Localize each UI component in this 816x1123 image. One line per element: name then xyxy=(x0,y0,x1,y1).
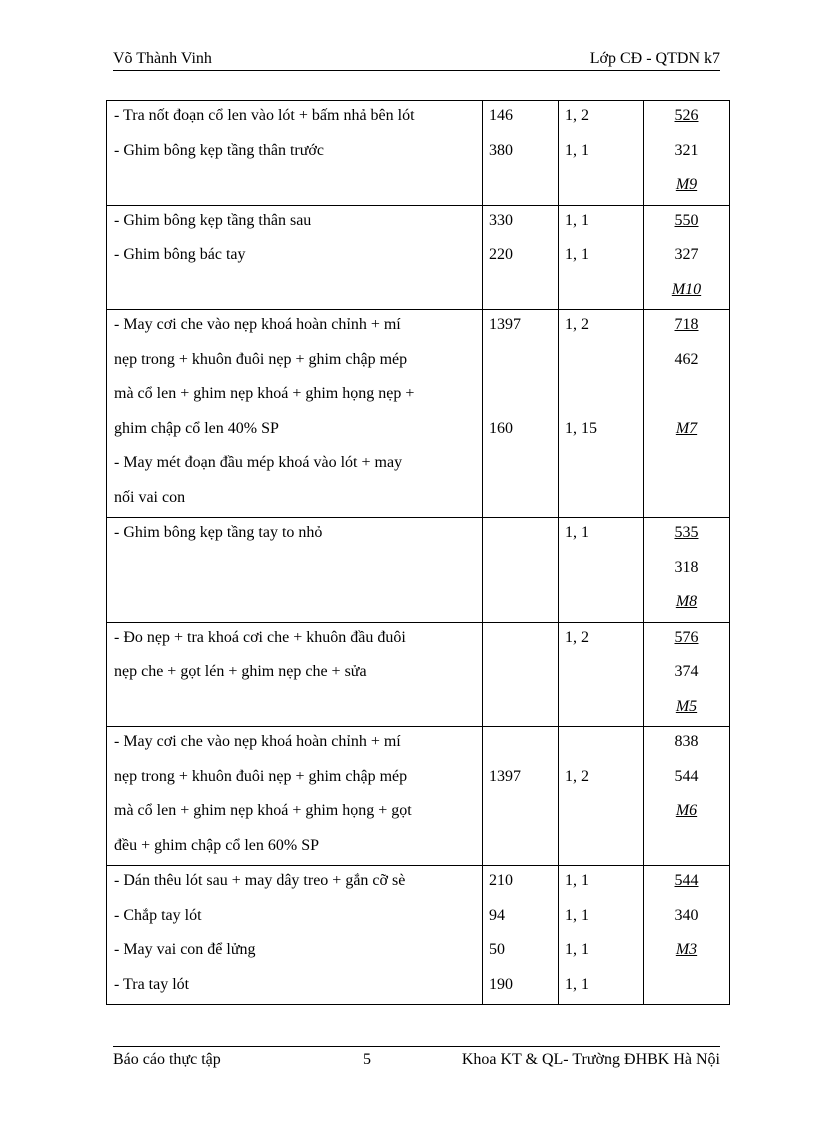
cell-text: 321 xyxy=(674,141,699,159)
cell-text: 1, 1 xyxy=(565,872,589,889)
cell-text: 1, 1 xyxy=(565,941,589,958)
cell-text: - Ghim bông kẹp tầng thân trước xyxy=(114,141,324,159)
cell-text: - Dán thêu lót sau + may dây treo + gắn cỡ sè xyxy=(114,872,406,889)
table-row xyxy=(107,622,730,727)
cell-text: 340 xyxy=(674,906,699,924)
cell-text: đều + ghim chập cổ len 60% SP xyxy=(114,836,319,854)
cell-text: 94 xyxy=(489,906,505,924)
operation-cell xyxy=(107,727,483,866)
cell-text: M8 xyxy=(675,593,698,610)
coefficient-cell xyxy=(559,310,644,518)
cell-text: 1, 1 xyxy=(565,141,589,159)
cell-text: - Tra nốt đoạn cổ len vào lót + bấm nhả bên lót xyxy=(114,107,415,124)
machine-cell xyxy=(644,727,730,866)
cell-text: M6 xyxy=(675,802,698,819)
cell-text: 318 xyxy=(674,558,699,576)
cell-text: M7 xyxy=(675,419,698,437)
cell-text: 1, 2 xyxy=(565,316,589,333)
table-row xyxy=(107,866,730,1005)
header-class: Lớp CĐ - QTDN k7 xyxy=(589,50,720,67)
time-cell xyxy=(483,101,559,206)
cell-text: M9 xyxy=(675,176,698,193)
cell-text: 535 xyxy=(674,524,699,541)
cell-text: - May mét đoạn đầu mép khoá vào lót + may xyxy=(114,454,403,471)
page-header xyxy=(113,50,720,71)
cell-text: ghim chập cổ len 40% SP xyxy=(114,419,279,437)
footer-title: Báo cáo thực tập xyxy=(113,1051,221,1068)
cell-text: 380 xyxy=(489,141,513,159)
cell-text: 160 xyxy=(489,419,513,437)
cell-text: 1, 2 xyxy=(565,767,589,785)
time-cell xyxy=(483,622,559,727)
machine-cell xyxy=(644,518,730,623)
coefficient-cell xyxy=(559,101,644,206)
cell-text: - Chắp tay lót xyxy=(114,906,202,924)
cell-text: 526 xyxy=(674,107,699,124)
cell-text: - May cơi che vào nẹp khoá hoàn chỉnh + mí xyxy=(114,733,401,750)
cell-text: 374 xyxy=(674,663,699,680)
header-author: Võ Thành Vinh xyxy=(113,50,212,67)
cell-text: 1, 2 xyxy=(565,628,589,646)
machine-cell xyxy=(644,622,730,727)
coefficient-cell xyxy=(559,866,644,1005)
cell-text: 1397 xyxy=(489,767,521,785)
cell-text: 1, 15 xyxy=(565,419,597,437)
time-cell xyxy=(483,310,559,518)
cell-text: - Ghim bông kẹp tầng tay to nhỏ xyxy=(114,524,323,541)
operation-cell xyxy=(107,622,483,727)
cell-text: 210 xyxy=(489,872,513,889)
operation-cell xyxy=(107,518,483,623)
cell-text: 146 xyxy=(489,107,513,124)
cell-text: 718 xyxy=(674,316,699,333)
time-cell xyxy=(483,205,559,310)
table-row xyxy=(107,518,730,623)
cell-text: mà cổ len + ghim nẹp khoá + ghim họng nẹp + xyxy=(114,385,415,402)
operation-cell xyxy=(107,205,483,310)
cell-text: 544 xyxy=(674,872,699,889)
machine-cell xyxy=(644,205,730,310)
coefficient-cell xyxy=(559,205,644,310)
cell-text: - Đo nẹp + tra khoá cơi che + khuôn đầu đuôi xyxy=(114,628,406,646)
page-footer xyxy=(113,1046,720,1077)
table-row xyxy=(107,205,730,310)
cell-text: nối vai con xyxy=(114,488,186,506)
cell-text: 838 xyxy=(674,733,699,750)
cell-text: 544 xyxy=(674,767,699,785)
cell-text: 1397 xyxy=(489,316,521,333)
cell-text: 327 xyxy=(674,246,699,263)
work-table xyxy=(106,100,730,1005)
time-cell xyxy=(483,727,559,866)
table-row xyxy=(107,727,730,866)
cell-text: mà cổ len + ghim nẹp khoá + ghim họng + gọt xyxy=(114,802,412,819)
coefficient-cell xyxy=(559,622,644,727)
cell-text: 1, 1 xyxy=(565,906,589,924)
operation-cell xyxy=(107,866,483,1005)
cell-text: 1, 1 xyxy=(565,246,589,263)
cell-text: nẹp trong + khuôn đuôi nẹp + ghim chập mép xyxy=(114,350,408,368)
machine-cell xyxy=(644,310,730,518)
table-row xyxy=(107,310,730,518)
cell-text: 1, 1 xyxy=(565,211,589,229)
coefficient-cell xyxy=(559,727,644,866)
operation-cell xyxy=(107,101,483,206)
cell-text: 330 xyxy=(489,211,513,229)
cell-text: - Tra tay lót xyxy=(114,975,190,993)
cell-text: - May cơi che vào nẹp khoá hoàn chỉnh + mí xyxy=(114,316,401,333)
cell-text: M3 xyxy=(675,941,698,958)
cell-text: 50 xyxy=(489,941,505,958)
machine-cell xyxy=(644,101,730,206)
cell-text: 462 xyxy=(674,350,699,368)
cell-text: nẹp trong + khuôn đuôi nẹp + ghim chập mép xyxy=(114,767,408,785)
time-cell xyxy=(483,518,559,623)
cell-text: 190 xyxy=(489,975,513,993)
machine-cell xyxy=(644,866,730,1005)
time-cell xyxy=(483,866,559,1005)
cell-text: 1, 2 xyxy=(565,107,589,124)
operation-cell xyxy=(107,310,483,518)
cell-text: 220 xyxy=(489,246,513,263)
footer-institution: Khoa KT & QL- Trường ĐHBK Hà Nội xyxy=(461,1051,720,1068)
cell-text: - Ghim bông kẹp tầng thân sau xyxy=(114,211,312,229)
cell-text: - May vai con để lửng xyxy=(114,941,256,958)
cell-text: - Ghim bông bác tay xyxy=(114,246,246,263)
cell-text: M5 xyxy=(675,697,698,715)
table-row xyxy=(107,101,730,206)
page-number: 5 xyxy=(363,1051,371,1068)
coefficient-cell xyxy=(559,518,644,623)
cell-text: 550 xyxy=(674,211,699,229)
cell-text: M10 xyxy=(671,280,702,298)
cell-text: nẹp che + gọt lén + ghim nẹp che + sửa xyxy=(114,663,367,680)
cell-text: 1, 1 xyxy=(565,975,589,993)
cell-text: 576 xyxy=(674,628,699,646)
cell-text: 1, 1 xyxy=(565,524,589,541)
